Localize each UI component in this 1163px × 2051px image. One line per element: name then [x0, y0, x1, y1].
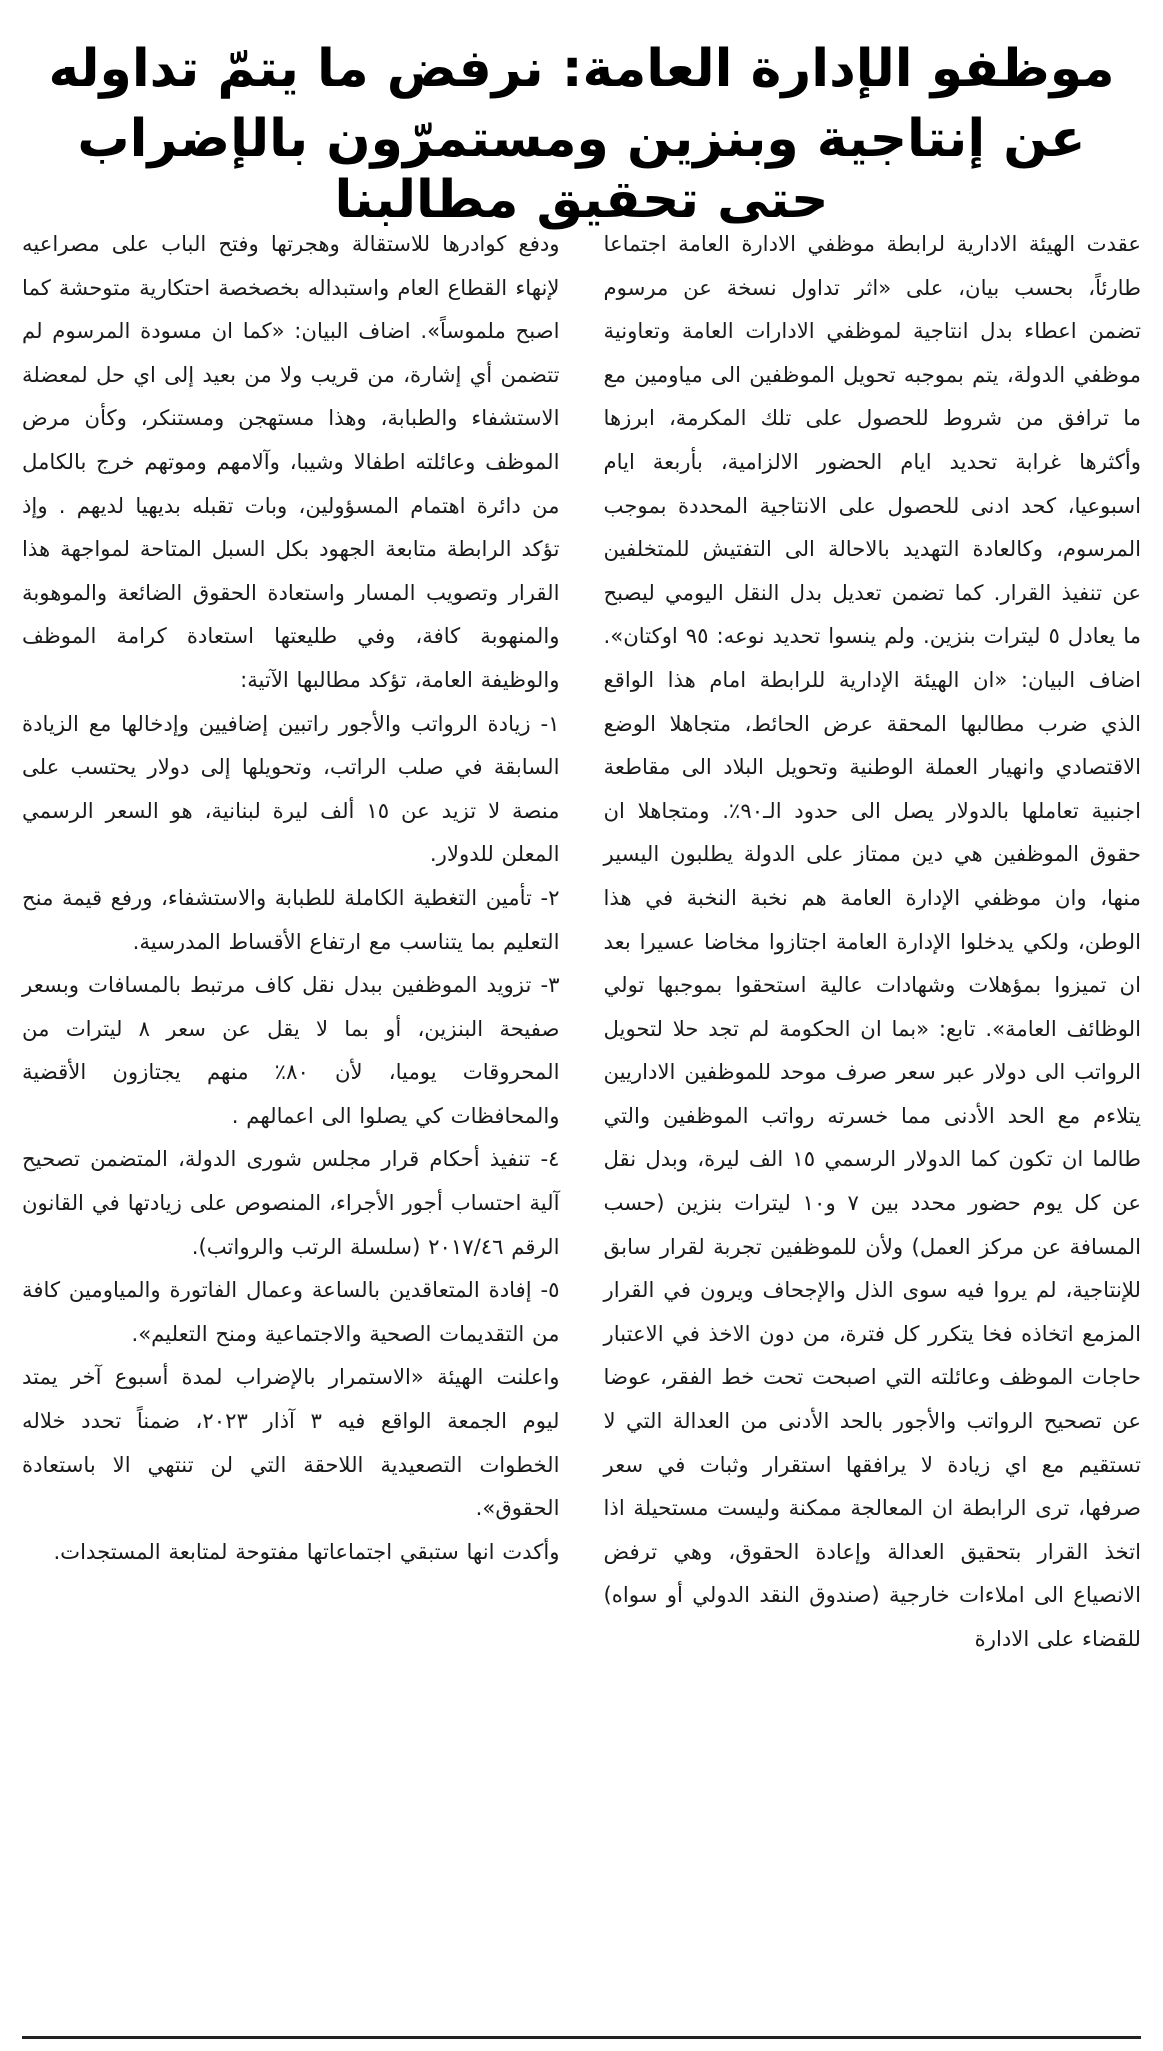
left-column: [22, 222, 560, 1661]
demand-item-5: ٥- إفادة المتعاقدين بالساعة وعمال الفاتورة والمياومين كافة من التقديمات الصحية والاجتماعية ومنح التعليم».: [22, 1277, 560, 1346]
headline-line-1: موظفو الإدارة العامة: نرفض ما يتمّ تداوله: [48, 39, 1115, 100]
paragraph: ودفع كوادرها للاستقالة وهجرتها وفتح الباب على مصراعيه لإنهاء القطاع العام واستبداله بخصخصة احتكارية متوحشة كما اصبح ملموساً». اضاف البيان: «كما ان مسودة المرسوم لم تتضمن أي إشارة، من قريب ولا من بعيد إلى اي حل لمعضلة الاستشفاء والطبابة، وهذا مستهجن ومستنكر، وكأن مرض الموظف وعائلته اطفالا وشيبا، وآلامهم وموتهم خرج بالكامل من دائرة اهتمام المسؤولين، وبات تقبله بديهيا لديهم . وإذ تؤكد الرابطة متابعة الجهود بكل السبل المتاحة لمواجهة هذا القرار وتصويب المسار واستعادة الحقوق الضائعة والموهوبة والمنهوبة كافة، وفي طليعتها استعادة كرامة الموظف والوظيفة العامة، تؤكد مطالبها الآتية:: [22, 231, 560, 692]
right-column: [604, 222, 1142, 1661]
article-headline: [20, 39, 1143, 231]
demand-item-1: ١- زيادة الرواتب والأجور راتبين إضافيين وإدخالها مع الزيادة السابقة في صلب الراتب، وتحويلها إلى دولار يحتسب على منصة لا تزيد عن ١٥ ألف ليرة لبنانية، هو السعر الرسمي المعلن للدولار.: [22, 710, 560, 867]
paragraph: وأكدت انها ستبقي اجتماعاتها مفتوحة لمتابعة المستجدات.: [53, 1538, 560, 1564]
bottom-rule: [22, 2036, 1141, 2039]
demand-item-2: ٢- تأمين التغطية الكاملة للطبابة والاستشفاء، ورفع قيمة منح التعليم بما يتناسب مع ارتفاع الأقساط المدرسية.: [22, 884, 560, 954]
demand-item-3: ٣- تزويد الموظفين ببدل نقل كاف مرتبط بالمسافات وبسعر صفيحة البنزين، أو بما لا يقل عن سعر ٨ ليترات من المحروقات يوميا، لأن ٨٠٪ منهم يجتازون الأقضية والمحافظات كي يصلوا الى اعمالهم .: [22, 972, 560, 1128]
article-body: [22, 222, 1141, 1661]
paragraph: عقدت الهيئة الادارية لرابطة موظفي الادارة العامة اجتماعا طارئاً، بحسب بيان، على «اثر تداول نسخة عن مرسوم تضمن اعطاء بدل انتاجية لموظفي الادارات العامة وتعاونية موظفي الدولة، يتم بموجبه تحويل الموظفين الى مياومين مع ما ترافق من شروط للحصول على تلك المكرمة، ابرزها وأكثرها غرابة تحديد ايام الحضور الالزامية، بأربعة ايام اسبوعيا، كحد ادنى للحصول على الانتاجية المحددة بموجب المرسوم، وكالعادة التهديد بالاحالة الى التفتيش للمتخلفين عن تنفيذ القرار. كما تضمن تعديل بدل النقل اليومي ليصبح ما يعادل ٥ ليترات بنزين. ولم ينسوا تحديد نوعه: ٩٥ اوكتان». اضاف البيان: «ان الهيئة الإدارية للرابطة امام هذا الواقع الذي ضرب مطالبها المحقة عرض الحائط، متجاهلا الوضع الاقتصادي وانهيار العملة الوطنية وتحويل البلاد الى مقاطعة اجنبية تعاملها بالدولار يصل الى حدود الـ٩٠٪. ومتجاهلا ان حقوق الموظفين هي دين ممتاز على الدولة يطلبون اليسير منها، وان موظفي الإدارة العامة هم نخبة النخبة في هذا الوطن، ولكي يدخلوا الإدارة العامة اجتازوا مخاضا عسيرا بعد ان تميزوا بمؤهلات وشهادات عالية استحقوا بموجبها تولي الوظائف العامة». تابع: «بما ان الحكومة لم تجد حلا لتحويل الرواتب الى دولار عبر سعر صرف موحد للموظفين الاداريين يتلاءم مع الحد الأدنى مما خسرته رواتب الموظفين والتي طالما ان تكون كما الدولار الرسمي ١٥ الف ليرة، وبدل نقل عن كل يوم حضور محدد بين ٧ و١٠ ليترات بنزين (حسب المسافة عن مركز العمل) ولأن للموظفين تجربة لقرار سابق للإنتاجية، لم يروا فيه سوى الذل والإجحاف ويرون في القرار المزمع اتخاذه فخا يتكرر كل فترة، من دون الاخذ في الاعتبار حاجات الموظف وعائلته التي اصبحت تحت خط الفقر، عوضا عن تصحيح الرواتب والأجور بالحد الأدنى من العدالة التي لا تستقيم مع اي زيادة لا يرافقها استقرار وثبات في سعر صرفها، ترى الرابطة ان المعالجة ممكنة وليست مستحيلة اذا اتخذ القرار بتحقيق العدالة وإعادة الحقوق، وهي ترفض الانصياع الى املاءات خارجية (صندوق النقد الدولي أو سواه) للقضاء على الادارة: [603, 231, 1142, 1651]
headline-line-2: عن إنتاجية وبنزين ومستمرّون بالإضراب حتى تحقيق مطالبنا: [77, 108, 1086, 231]
demand-item-4: ٤- تنفيذ أحكام قرار مجلس شورى الدولة، المتضمن تصحيح آلية احتساب أجور الأجراء، المنصوص على زيادتها في القانون الرقم ٢٠١٧/٤٦ (سلسلة الرتب والرواتب).: [22, 1146, 560, 1259]
paragraph: واعلنت الهيئة «الاستمرار بالإضراب لمدة أسبوع آخر يمتد ليوم الجمعة الواقع فيه ٣ آذار ٢٠٢٣، ضمناً تحدد خلاله الخطوات التصعيدية اللاحقة التي لن تنتهي الا باستعادة الحقوق».: [22, 1364, 560, 1521]
